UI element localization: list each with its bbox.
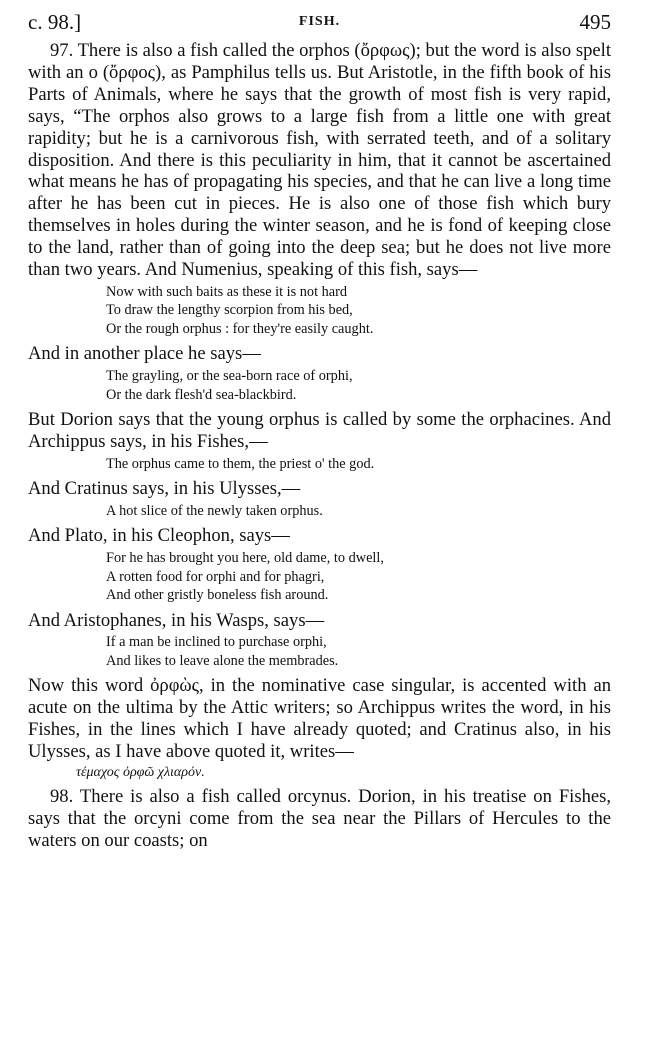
section-98-paragraph: 98. There is also a fish called orcynus. Dorion, in his treatise on Fishes, says that the orcyni come from the sea near the Pillars of Hercules to the waters on our coasts; on [28,785,611,851]
verse-line: To draw the lengthy scorpion from his bed, [106,302,353,319]
page-number: 495 [579,10,611,34]
verse-line: The orphus came to them, the priest o' the god. [106,455,375,472]
verse-line: And other gristly boneless fish around. [106,587,329,604]
lead-in-cratinus: And Cratinus says, in his Ulysses,— [28,478,301,500]
lead-in-plato: And Plato, in his Cleophon, says— [28,525,290,547]
running-title: FISH. [298,14,341,29]
verse-line: A rotten food for orphi and for phagri, [106,568,325,585]
verse-archippus [106,455,611,473]
book-page [28,10,611,852]
verse-line: And likes to leave alone the membrades. [106,652,339,669]
verse-line: The grayling, or the sea-born race of orphi, [106,368,353,385]
greek-quotation: τέμαχος ὀρφῶ χλιαρόν. [76,764,205,780]
verse-line: Now with such baits as these it is not hard [106,283,348,300]
verse-line: Or the dark flesh'd sea-blackbird. [106,386,297,403]
verse-cratinus [106,502,611,520]
verse-line: If a man be inclined to purchase orphi, [106,634,327,651]
section-97-paragraph: 97. There is also a fish called the orphos (ὄρφως); but the word is also spelt with an o (ὄρφος), as Pamphilus tells us. But Aristotle, in the fifth book of his Parts of Animals, where he says that the growth of most fish is very rapid, says, “The orphos also grows to a large fish from a little one with great rapidity; but he is a carnivorous fish, with serrated teeth, and of a solitary disposition. And there is this peculiarity in him, that it cannot be ascertained what means he has of propagating his species, and that he can live a long time after he has been cut in pieces. He is also one of those fish which bury themselves in holes during the winter season, and he is fond of keeping close to the land, rather than of going into the deep sea; but he does not live more than two years. And Numenius, speaking of this fish, says— [28,40,611,281]
verse-plato [106,549,611,604]
lead-in-numenius-2: And in another place he says— [28,343,261,365]
verse-numenius-1 [106,283,611,338]
dorion-archippus-paragraph: But Dorion says that the young orphus is called by some the orphacines. And Archippus says, in his Fishes,— [28,408,611,452]
accent-paragraph: Now this word ὀρφὼς, in the nominative case singular, is accented with an acute on the ultima by the Attic writers; so Archippus writes the word, in his Fishes, in the lines which I have already quoted; and Cratinus also, in his Ulysses, as I have above quoted it, writes— [28,675,611,762]
verse-aristophanes [106,633,611,670]
lead-in-aristophanes: And Aristophanes, in his Wasps, says— [28,609,325,631]
verse-line: Or the rough orphus : for they're easily caught. [106,320,374,337]
verse-line: For he has brought you here, old dame, to dwell, [106,550,384,567]
verse-line: A hot slice of the newly taken orphus. [106,503,323,520]
running-header [28,10,611,40]
verse-numenius-2 [106,367,611,404]
chapter-reference: c. 98.] [28,10,82,34]
